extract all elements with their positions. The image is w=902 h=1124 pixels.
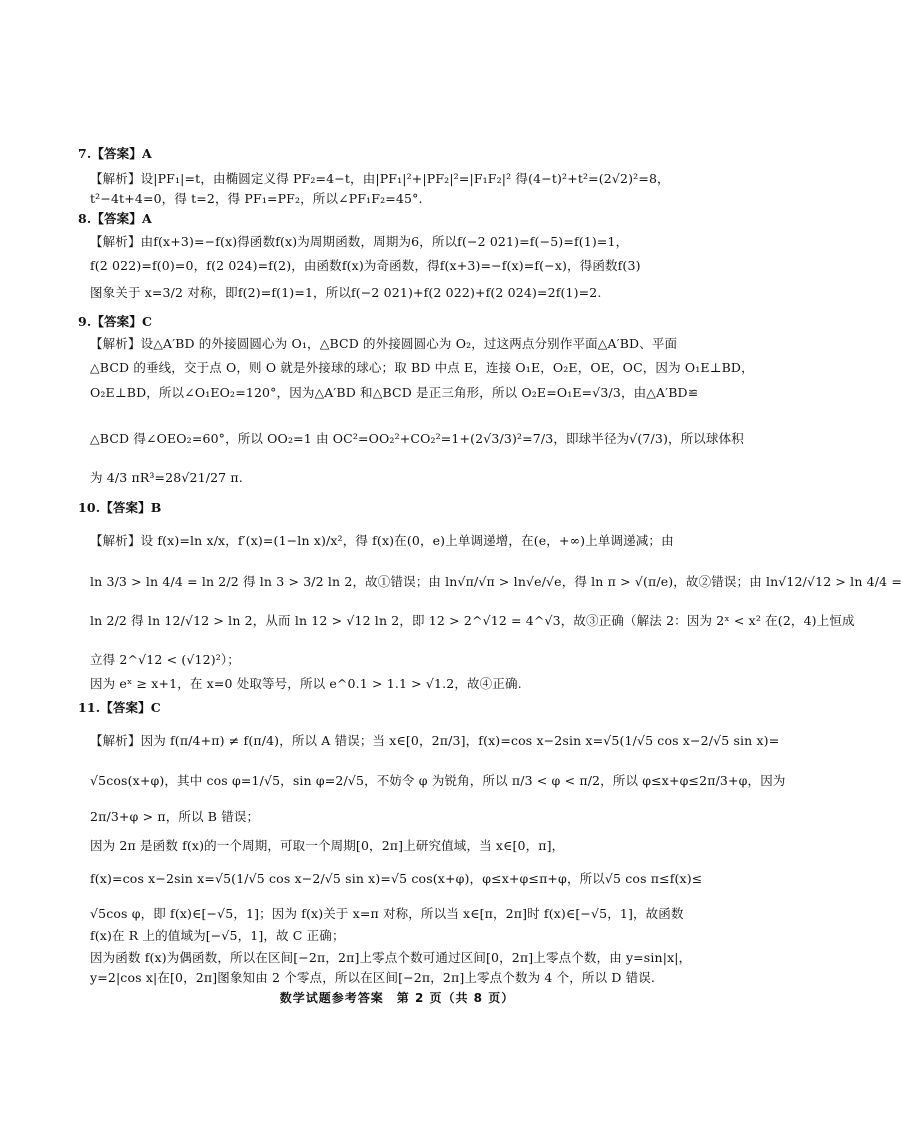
q10-solution-line-5: 因为 eˣ ≥ x+1，在 x=0 处取等号，所以 e^0.1 > 1.1 > √1.2，故④正确. — [90, 676, 522, 691]
q11-solution-line-3: 2π/3+φ > π，所以 B 错误； — [90, 809, 260, 824]
q8-answer: 8.【答案】A — [78, 211, 152, 226]
q11-solution-line-4: 因为 2π 是函数 f(x)的一个周期，可取一个周期[0，2π]上研究值域，当 x∈[0，π]， — [90, 838, 565, 853]
q11-solution-line-9: y=2|cos x|在[0，2π]图象知由 2 个零点，所以在区间[−2π，2π]上零点个数为 4 个，所以 D 错误. — [90, 970, 656, 985]
q9-solution-line-1: 【解析】设△A′BD 的外接圆圆心为 O₁，△BCD 的外接圆圆心为 O₂，过这两点分别作平面△A′BD、平面 — [90, 336, 678, 351]
q8-solution-line-2: f(2 022)=f(0)=0，f(2 024)=f(2)，由函数f(x)为奇函数，得f(x+3)=−f(x)=f(−x)，得函数f(3) — [90, 258, 641, 273]
q10-solution-line-3: ln 2/2 得 ln 12/√12 > ln 2，从而 ln 12 > √12 ln 2，即 12 > 2^√12 = 4^√3，故③正确（解法 2：因为 2ˣ < x² 在(2，4)上恒成 — [90, 613, 855, 628]
q7-solution-line-2: t²−4t+4=0，得 t=2，得 PF₁=PF₂，所以∠PF₁F₂=45°. — [90, 191, 423, 206]
q10-solution-line-4: 立得 2^√12 < (√12)²）； — [90, 652, 240, 667]
q11-solution-line-6: √5cos φ，即 f(x)∈[−√5，1]；因为 f(x)关于 x=π 对称，所以当 x∈[π，2π]时 f(x)∈[−√5，1]，故函数 — [90, 906, 684, 921]
q8-solution-line-3: 图象关于 x=3/2 对称，即f(2)=f(1)=1，所以f(−2 021)+f(2 022)+f(2 024)=2f(1)=2. — [90, 285, 602, 300]
q8-solution-line-1: 【解析】由f(x+3)=−f(x)得函数f(x)为周期函数，周期为6，所以f(−2 021)=f(−5)=f(1)=1， — [90, 234, 629, 249]
q10-solution-line-1: 【解析】设 f(x)=ln x/x，f′(x)=(1−ln x)/x²，得 f(x)在(0，e)上单调递增，在(e，+∞)上单调递减；由 — [90, 533, 674, 548]
q10-solution-line-2: ln 3/3 > ln 4/4 = ln 2/2 得 ln 3 > 3/2 ln 2，故①错误；由 ln√π/√π > ln√e/√e，得 ln π > √(π/e)，故②错误；由 ln√12/√12 > ln 4/4 = — [90, 574, 902, 589]
q11-solution-line-2: √5cos(x+φ)，其中 cos φ=1/√5，sin φ=2/√5，不妨令 φ 为锐角，所以 π/3 < φ < π/2，所以 φ≤x+φ≤2π/3+φ，因为 — [90, 773, 786, 788]
q7-solution-line-1: 【解析】设|PF₁|=t，由椭圆定义得 PF₂=4−t，由|PF₁|²+|PF₂|²=|F₁F₂|² 得(4−t)²+t²=(2√2)²=8， — [90, 171, 670, 186]
q11-solution-line-7: f(x)在 R 上的值域为[−√5，1]，故 C 正确； — [90, 928, 345, 943]
q9-answer: 9.【答案】C — [78, 314, 153, 329]
q7-answer: 7.【答案】A — [78, 146, 152, 161]
q10-answer: 10.【答案】B — [78, 500, 162, 515]
q11-answer: 11.【答案】C — [78, 700, 161, 715]
page-footer: 数学试题参考答案 第 2 页（共 8 页） — [279, 991, 515, 1005]
q11-solution-line-8: 因为函数 f(x)为偶函数，所以在区间[−2π，2π]上零点个数可通过区间[0，2π]上零点个数，由 y=sin|x|， — [90, 950, 692, 965]
q11-solution-line-5: f(x)=cos x−2sin x=√5(1/√5 cos x−2/√5 sin x)=√5 cos(x+φ)，φ≤x+φ≤π+φ，所以√5 cos π≤f(x)≤ — [90, 871, 703, 886]
q11-solution-line-1: 【解析】因为 f(π/4+π) ≠ f(π/4)，所以 A 错误；当 x∈[0，2π/3]，f(x)=cos x−2sin x=√5(1/√5 cos x−2/√5 sin x)= — [90, 733, 780, 748]
q9-solution-line-5: 为 4/3 πR³=28√21/27 π. — [90, 470, 243, 485]
q9-solution-line-3: O₂E⊥BD，所以∠O₁EO₂=120°，因为△A′BD 和△BCD 是正三角形，所以 O₂E=O₁E=√3/3，由△A′BD≌ — [90, 385, 699, 400]
q9-solution-line-2: △BCD 的垂线，交于点 O，则 O 就是外接球的球心；取 BD 中点 E，连接 O₁E，O₂E，OE，OC，因为 O₁E⊥BD， — [90, 360, 754, 375]
q9-solution-line-4: △BCD 得∠OEO₂=60°，所以 OO₂=1 由 OC²=OO₂²+CO₂²=1+(2√3/3)²=7/3，即球半径为√(7/3)，所以球体积 — [90, 431, 744, 446]
